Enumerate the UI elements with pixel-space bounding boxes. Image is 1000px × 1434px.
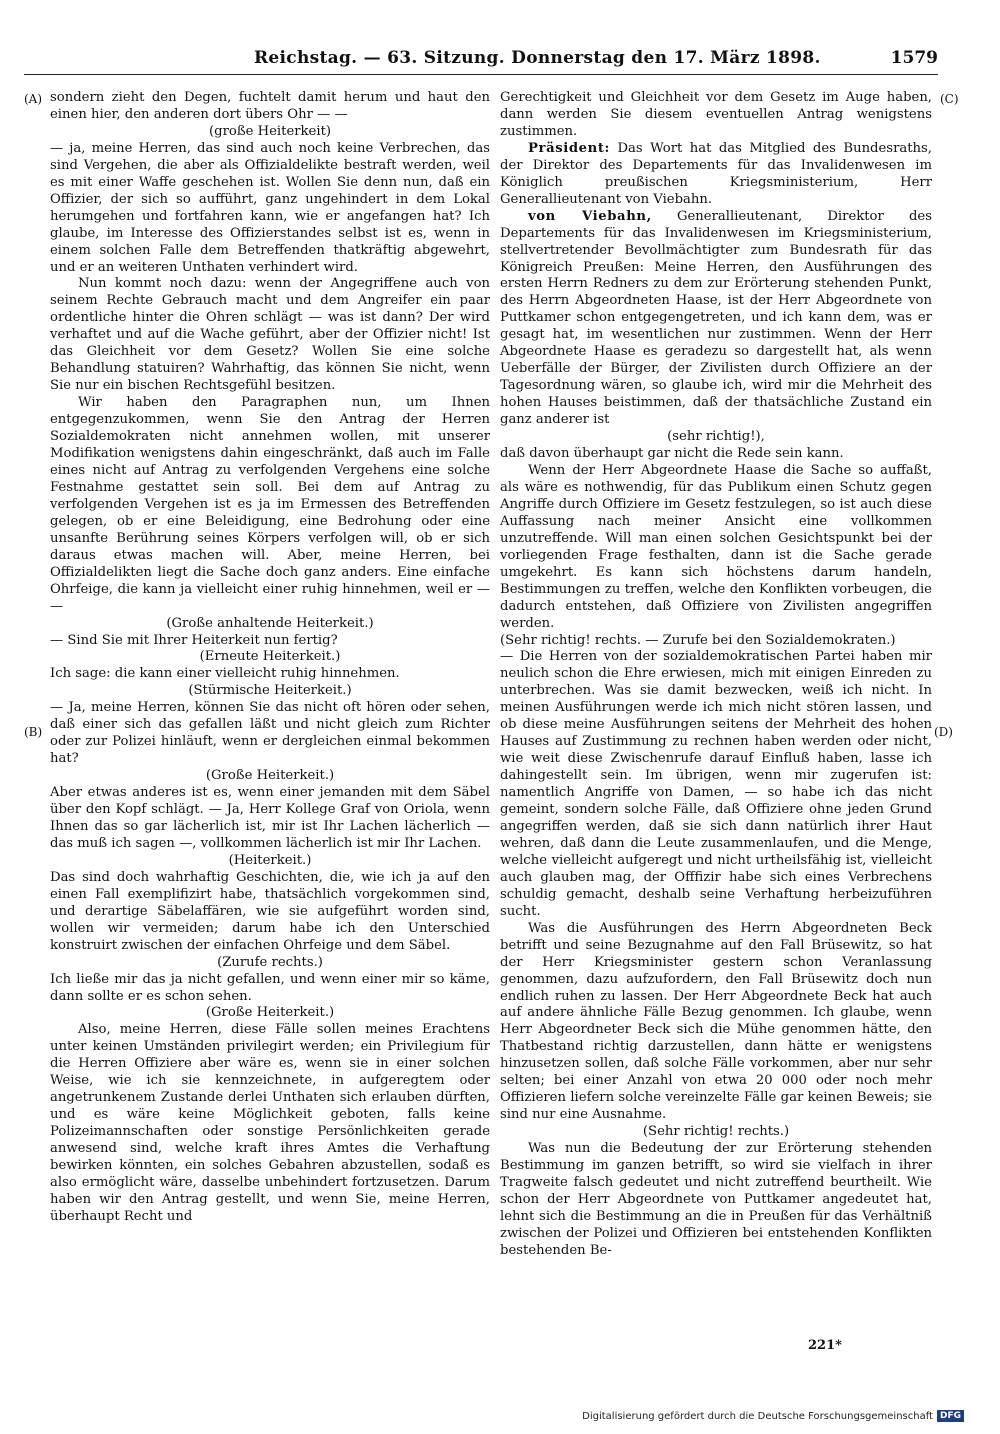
- paragraph: Was die Ausführungen des Herrn Abgeordneten Beck betrifft und seine Bezugnahme auf den Fall Brüsewitz, so hat der Herr Kriegsminister gestern schon Veranlassung genommen, dazu aufzufordern, den Fall Brüsewitz doch nun endlich ruhen zu lassen. Der Herr Abgeordnete Beck hat auch auf andere ähnliche Fälle Bezug genommen. Ich glaube, wenn Herr Abgeordneter Beck sich die Mühe genommen hätte, den Thatbestand richtig darzustellen, dann hätte er wenigstens hinzusetzen sollen, daß solche Fälle vorkommen, aber nur sehr selten; bei einer Anzahl von etwa 20 000 oder noch mehr Offizieren liefern solche vereinzelte Fälle gar keinen Beweis; sie sind nur eine Ausnahme.: [500, 920, 932, 1123]
- page-header: [24, 46, 938, 75]
- paragraph: Wir haben den Paragraphen nun, um Ihnen entgegenzukommen, wenn Sie den Antrag der Herren Sozialdemokraten nicht annehmen wollen, mit unserer Modifikation wenigstens dahin eingeschränkt, daß auch im Falle eines nicht auf Antrag zu verfolgenden Vergehens eine solche Festnahme gestattet sein soll. Bei dem auf Antrag zu verfolgenden Vergehen ist es ja im Ermessen des Betreffenden gelegen, ob er eine Beleidigung, eine Bedrohung oder eine unsanfte Berührung seines Körpers verfolgen will, ob er sich daraus etwas machen will. Aber, meine Herren, bei Offizialdelikten liegt die Sache doch ganz anders. Eine einfache Ohrfeige, die kann ja vielleicht einer ruhig hinnehmen, weil er — —: [50, 395, 490, 614]
- speech-paragraph: [500, 141, 932, 209]
- paragraph: Ich ließe mir das ja nicht gefallen, und wenn einer mir so käme, dann sollte er es schon sehen.: [50, 971, 490, 1004]
- stage-direction: (große Heiterkeit): [208, 123, 332, 139]
- credit-text: Digitalisierung gefördert durch die Deutsche Forschungsgemeinschaft: [582, 1410, 933, 1422]
- paragraph: Das sind doch wahrhaftig Geschichten, die, wie ich ja auf den einen Fall exemplifizirt habe, thatsächlich vorgekommen sind, und derartige Säbelaffären, wie sie aufgeführt worden sind, wollen wir vermeiden; darum habe ich den Unterschied konstruirt zwischen der einfachen Ohrfeige und dem Säbel.: [50, 869, 490, 953]
- stage-direction: (Große Heiterkeit.): [205, 768, 335, 784]
- paragraph: Also, meine Herren, diese Fälle sollen meines Erachtens unter keinen Umständen privilegirt werden; ein Privilegium für die Herren Offiziere aber wäre es, wenn sie in einer solchen Weise, wie ich sie kennzeichnete, in aufgeregtem oder angetrunkenem Zustande derlei Unthaten sich erlauben dürften, und es wäre keine Möglichkeit geboten, falls keine Polizeimannschaften oder sonstige Persönlichkeiten gerade anwesend sind, welche kraft ihres Amtes die Verhaftung bewirken könnten, ein solches Gebahren abzustellen, sodaß es also ermöglicht wäre, dasselbe unbehindert fortzusetzen. Darum haben wir den Antrag gestellt, und wenn Sie, meine Herren, überhaupt Recht und: [50, 1022, 490, 1224]
- speech-paragraph: [500, 209, 932, 429]
- speaker-name: von Viebahn,: [528, 208, 652, 224]
- running-title: Reichstag. — 63. Sitzung. Donnerstag den 17. März 1898.: [254, 48, 821, 68]
- stage-direction: (Zurufe rechts.): [217, 954, 323, 970]
- paragraph: — Sind Sie mit Ihrer Heiterkeit nun fertig?: [50, 632, 338, 648]
- stage-direction: (Große anhaltende Heiterkeit.): [166, 615, 374, 631]
- dfg-logo: DFG: [937, 1410, 964, 1422]
- paragraph: Wenn der Herr Abgeordnete Haase die Sache so auffaßt, als wäre es nothwendig, für das Publikum einen Schutz gegen Angriffe durch Offiziere im Gesetz festzulegen, so ist auch diese Auffassung nach meiner Ansicht eine vollkommen unzutreffende. Will man einen solchen Gesichtspunkt bei der vorliegenden Frage festhalten, dann ist die Sache gerade umgekehrt. Es kann sich höchstens darum handeln, Bestimmungen zu treffen, welche den Konflikten vorbeugen, die dadurch entstehen, daß Offiziere von Zivilisten angegriffen werden.: [500, 462, 932, 631]
- stage-direction: (sehr richtig!),: [667, 429, 765, 445]
- left-column: [50, 90, 490, 1226]
- speaker-name: Präsident:: [528, 140, 611, 156]
- stage-direction: (Große Heiterkeit.): [205, 1005, 335, 1021]
- signature-mark: 221*: [808, 1338, 842, 1353]
- margin-marker-d: (D): [934, 725, 953, 739]
- paragraph: daß davon überhaupt gar nicht die Rede sein kann.: [500, 446, 844, 462]
- margin-marker-c: (C): [940, 92, 959, 106]
- stage-direction: (Erneute Heiterkeit.): [199, 649, 341, 665]
- paragraph: Ich sage: die kann einer vielleicht ruhig hinnehmen.: [50, 666, 400, 682]
- margin-marker-a: (A): [24, 92, 43, 106]
- paragraph: Aber etwas anderes ist es, wenn einer jemanden mit dem Säbel über den Kopf schlägt. — Ja, Herr Kollege Graf von Oriola, wenn Ihnen das so gar lächerlich ist, mir ist Ihr Lachen lächerlich — das muß ich sagen —, vollkommen lächerlich ist mir Ihr Lachen.: [50, 785, 490, 851]
- paragraph: sondern zieht den Degen, fuchtelt damit herum und haut den einen hier, den anderen dort übers Ohr — —: [50, 90, 490, 122]
- stage-direction: (Stürmische Heiterkeit.): [188, 683, 352, 699]
- paragraph: (Sehr richtig! rechts. — Zurufe bei den Sozialdemokraten.): [500, 632, 896, 648]
- paragraph: Gerechtigkeit und Gleichheit vor dem Gesetz im Auge haben, dann werden Sie diesem eventuellen Antrag wenigstens zustimmen.: [500, 90, 932, 139]
- stage-direction: (Sehr richtig! rechts.): [642, 1124, 790, 1140]
- paragraph: — ja, meine Herren, das sind auch noch keine Verbrechen, das sind Vergehen, die aber als Offizialdelikte bestraft werden, weil es mit einer Waffe geschehen ist. Wollen Sie denn nun, daß ein Offizier, der sich so aufführt, ganz ungehindert in dem Lokal herumgehen und fortfahren kann, wie er angefangen hat? Ich glaube, im Interesse des Offizierstandes selbst ist es, wenn in einem solchen Falle dem Betreffenden thatkräftig abgewehrt, und er an weiteren Unthaten verhindert wird.: [50, 140, 490, 275]
- paragraph: — Die Herren von der sozialdemokratischen Partei haben mir neulich schon die Ehre erwiesen, mich mit einigen Einreden zu unterbrechen. Was sie damit bezwecken, weiß ich nicht. In meinen Ausführungen werde ich mich nicht stören lassen, und ob diese meine Ausführungen seitens der Mehrheit des hohen Hauses auf Zustimmung zu rechnen haben werden oder nicht, wie weit diese Zwischenrufe darauf Einfluß haben, lasse ich dahingestellt sein. Im übrigen, wenn mir zugerufen ist: namentlich Angriffe von Damen, — so habe ich das nicht gemeint, sondern solche Fälle, daß Offiziere ohne jeden Grund angegriffen werden, daß sie sich dann natürlich ihrer Haut wehren, daß dann die Leute zusammenlaufen, und die Menge, welche vielleicht aufgeregt und nicht urtheilsfähig ist, vielleicht auch glauben mag, der Offfizir habe sich eines Verbrechens schuldig gemacht, deshalb seine Verhaftung herbeizuführen sucht.: [500, 649, 932, 919]
- page-number: 1579: [890, 48, 938, 68]
- stage-direction: (Heiterkeit.): [228, 852, 312, 868]
- digitization-credit: [582, 1410, 964, 1422]
- paragraph: — Ja, meine Herren, können Sie das nicht oft hören oder sehen, daß einer sich das gefallen läßt und nicht gleich zum Richter oder zur Polizei hinläuft, wenn er dergleichen einmal bekommen hat?: [50, 700, 490, 767]
- margin-marker-b: (B): [24, 725, 43, 739]
- paragraph: Was nun die Bedeutung der zur Erörterung stehenden Bestimmung im ganzen betrifft, so wird sie vielfach in ihrer Tragweite falsch gedeutet und nicht zutreffend beurtheilt. Wie schon der Herr Abgeordnete von Puttkamer angedeutet hat, lehnt sich die Bestimmung an die in Preußen für das Verhältniß zwischen der Polizei und Offizieren bei entstehenden Konflikten bestehenden Be-: [500, 1141, 932, 1258]
- right-column: [500, 90, 932, 1260]
- paragraph: Nun kommt noch dazu: wenn der Angegriffene auch von seinem Rechte Gebrauch macht und dem Angreifer ein paar ordentliche hinter die Ohren schlägt — was ist dann? Der wird verhaftet und auf die Wache geführt, aber der Offizier nicht! Ist das Gleichheit vor dem Gesetz? Wollen Sie eine solche Behandlung statuiren? Wahrhaftig, das können Sie nicht, wenn Sie nur ein bischen Rechtsgefühl besitzen.: [50, 276, 490, 394]
- speech-text: Das Wort hat das Mitglied des Bundesraths, der Direktor des Departements für das Invalidenwesen im Königlich preußischen Kriegsministerium, Herr Generallieutenant von Viebahn.: [500, 140, 932, 207]
- speech-text: Generallieutenant, Direktor des Departements für das Invalidenwesen im Kriegsministerium, stellvertretender Bevollmächtigter zum Bundesrath für das Königreich Preußen: Meine Herren, den Ausführungen des ersten Herrn Redners zu dem zur Erörterung stehenden Punkt, des Herrn Abgeordneten Haase, ist der Herr Abgeordnete von Puttkamer schon entgegengetreten, und ich kann dem, was er gesagt hat, im wesentlichen nur zustimmen. Wenn der Herr Abgeordnete Haase es geradezu so dargestellt hat, als wenn Ueberfälle der Bürger, der Zivilisten durch Offiziere an der Tagesordnung wären, so glaube ich, wird mir die Mehrheit des hohen Hauses beistimmen, daß der thatsächliche Zustand ein ganz anderer ist: [500, 208, 932, 428]
